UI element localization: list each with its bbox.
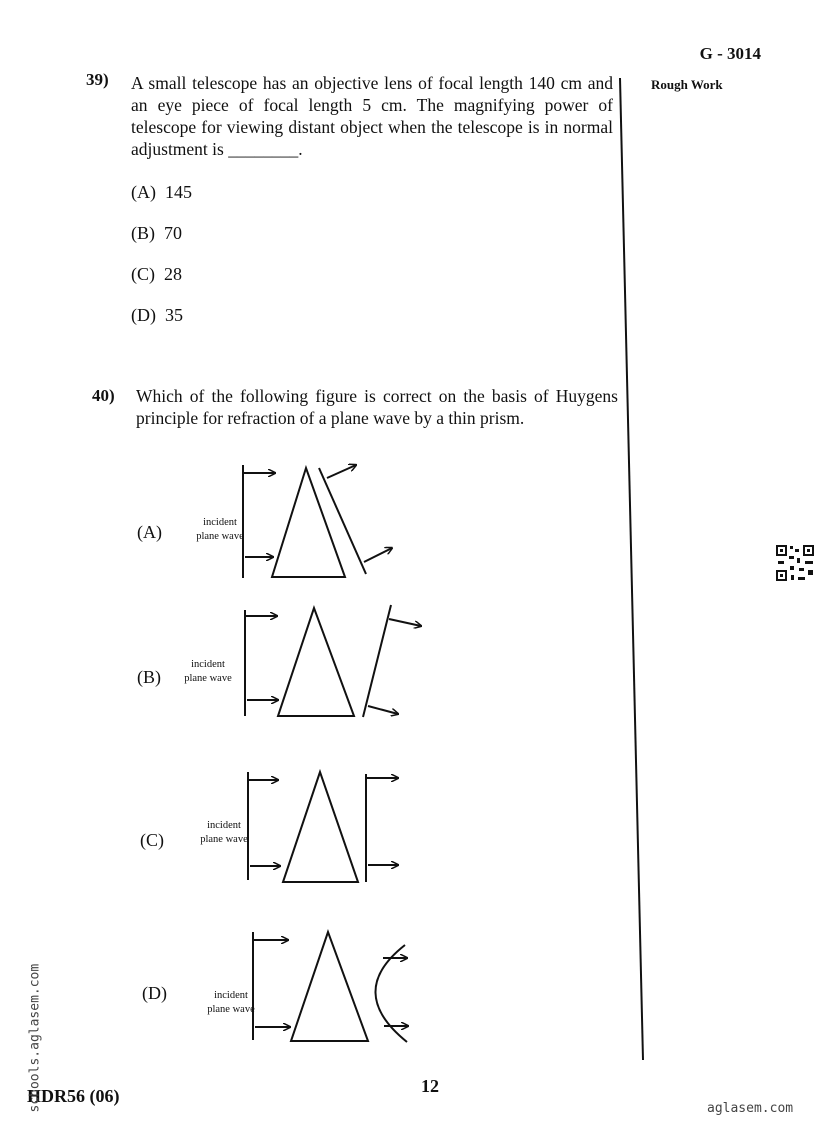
rough-work-label: Rough Work — [651, 77, 723, 92]
q40-option-b-label[interactable]: (B) — [137, 667, 161, 687]
q40-option-c-label[interactable]: (C) — [140, 830, 164, 850]
prism-triangle — [283, 772, 358, 882]
prism-triangle — [291, 932, 368, 1041]
rough-work-divider — [620, 78, 643, 1060]
question-39-text: A small telescope has an objective lens of focal length 140 cm and an eye piece of focal length 5 cm. The magnifying power of telescope for viewing distant object when the telescope is in normal adjustment is ________. — [131, 73, 613, 159]
page-number: 12 — [421, 1076, 439, 1096]
figure-d — [253, 932, 408, 1042]
question-40-text: Which of the following figure is correct on the basis of Huygens principle for refraction of a plane wave by a thin prism. — [136, 386, 618, 428]
question-40-number: 40) — [92, 386, 115, 405]
option-label: (C) — [131, 264, 155, 284]
option-label: (A) — [131, 182, 156, 202]
option-label: (B) — [131, 223, 155, 243]
paper-code: G - 3014 — [699, 44, 761, 63]
q40-option-a-label[interactable]: (A) — [137, 522, 162, 542]
figure-a — [243, 465, 392, 578]
q40-c-figure-caption: incident plane wave — [200, 820, 248, 845]
option-value: 35 — [165, 305, 183, 325]
option-value: 145 — [165, 182, 192, 202]
booklet-code: HDR56 (06) — [27, 1086, 120, 1106]
q40-option-d-label[interactable]: (D) — [142, 983, 167, 1003]
option-value: 28 — [164, 264, 182, 284]
figure-b — [245, 605, 421, 717]
question-39-number: 39) — [86, 70, 109, 89]
figure-c — [248, 772, 398, 882]
option-value: 70 — [164, 223, 182, 243]
option-label: (D) — [131, 305, 156, 325]
prism-triangle — [278, 608, 354, 716]
q40-a-figure-caption: incident plane wave — [196, 517, 244, 542]
prism-triangle — [272, 468, 345, 577]
corner-watermark: aglasem.com — [707, 1101, 794, 1116]
side-watermark: schools.aglasem.com — [27, 963, 43, 1113]
qr-code-icon — [776, 545, 814, 581]
q40-d-figure-caption: incident plane wave — [207, 990, 255, 1015]
q40-b-figure-caption: incident plane wave — [184, 659, 232, 684]
